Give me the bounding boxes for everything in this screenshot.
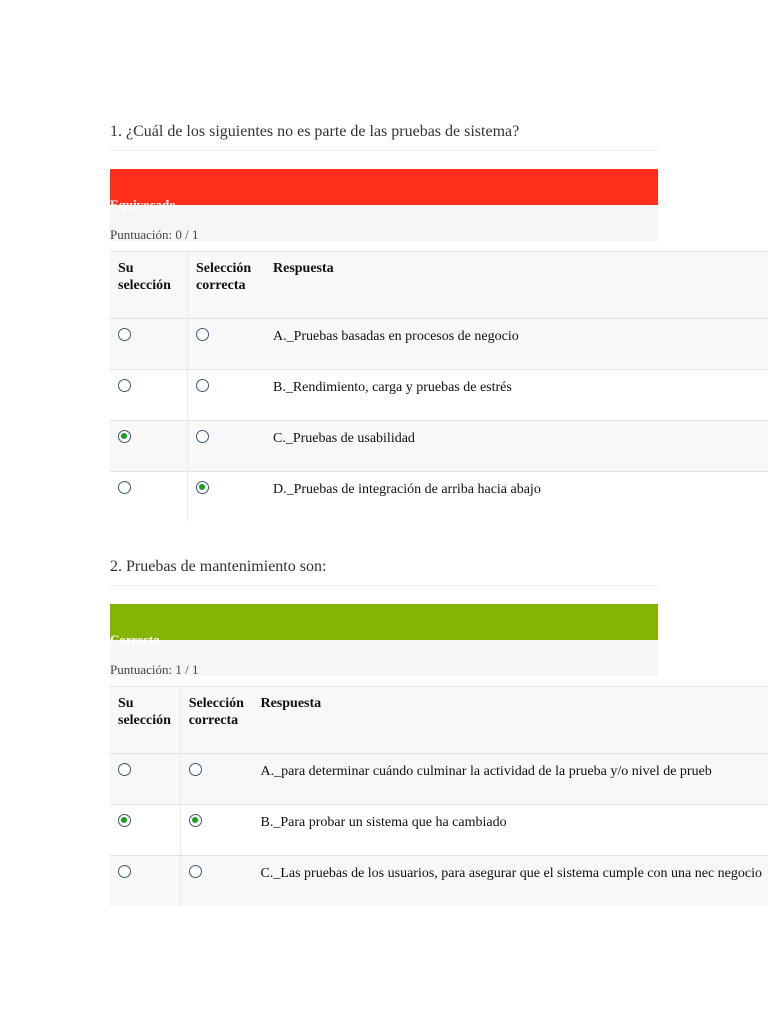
table-header-row: [110, 252, 768, 319]
answer-text: D._Pruebas de integración de arriba hacia abajo: [265, 472, 768, 523]
correct-radio: [189, 865, 202, 878]
score-text: Puntuación: 0 / 1: [110, 205, 658, 241]
header-your-selection: Su selección: [110, 252, 188, 319]
table-row: [110, 421, 768, 472]
question-title: 2. Pruebas de mantenimiento son:: [110, 558, 658, 586]
table-row: [110, 754, 768, 805]
question-2: [110, 558, 768, 906]
header-answer: Respuesta: [252, 687, 768, 754]
answer-text: B._Rendimiento, carga y pruebas de estrés: [265, 370, 768, 421]
selection-radio: [118, 481, 131, 494]
correct-radio: [196, 328, 209, 341]
table-row: [110, 472, 768, 523]
selection-radio-checked: [118, 814, 131, 827]
answers-table: [110, 251, 768, 522]
correct-radio-checked: [196, 481, 209, 494]
answers-table: [110, 686, 768, 906]
question-title: 1. ¿Cuál de los siguientes no es parte de las pruebas de sistema?: [110, 123, 658, 151]
table-header-row: [110, 687, 768, 754]
header-your-selection: Su selección: [110, 687, 180, 754]
status-label: Correcto: [110, 632, 160, 647]
status-bar-wrong: [110, 169, 658, 212]
table-row: [110, 370, 768, 421]
correct-radio: [189, 763, 202, 776]
answer-text: B._Para probar un sistema que ha cambiado: [252, 805, 768, 856]
selection-radio-checked: [118, 430, 131, 443]
answer-text: C._Las pruebas de los usuarios, para asegurar que el sistema cumple con una nec negocio: [252, 856, 768, 907]
table-row: [110, 805, 768, 856]
header-answer: Respuesta: [265, 252, 768, 319]
selection-radio: [118, 328, 131, 341]
answer-text: A._para determinar cuándo culminar la actividad de la prueba y/o nivel de prueb: [252, 754, 768, 805]
status-label: Equivocado: [110, 197, 176, 212]
answer-text: C._Pruebas de usabilidad: [265, 421, 768, 472]
header-correct-selection: Selección correcta: [188, 252, 266, 319]
selection-radio: [118, 865, 131, 878]
table-row: [110, 856, 768, 907]
status-bar-correct: [110, 604, 658, 647]
correct-radio: [196, 379, 209, 392]
selection-radio: [118, 763, 131, 776]
table-row: [110, 319, 768, 370]
answer-text: A._Pruebas basadas en procesos de negocio: [265, 319, 768, 370]
selection-radio: [118, 379, 131, 392]
header-correct-selection: Selección correcta: [180, 687, 252, 754]
score-text: Puntuación: 1 / 1: [110, 640, 658, 676]
correct-radio-checked: [189, 814, 202, 827]
correct-radio: [196, 430, 209, 443]
question-1: [110, 123, 768, 522]
